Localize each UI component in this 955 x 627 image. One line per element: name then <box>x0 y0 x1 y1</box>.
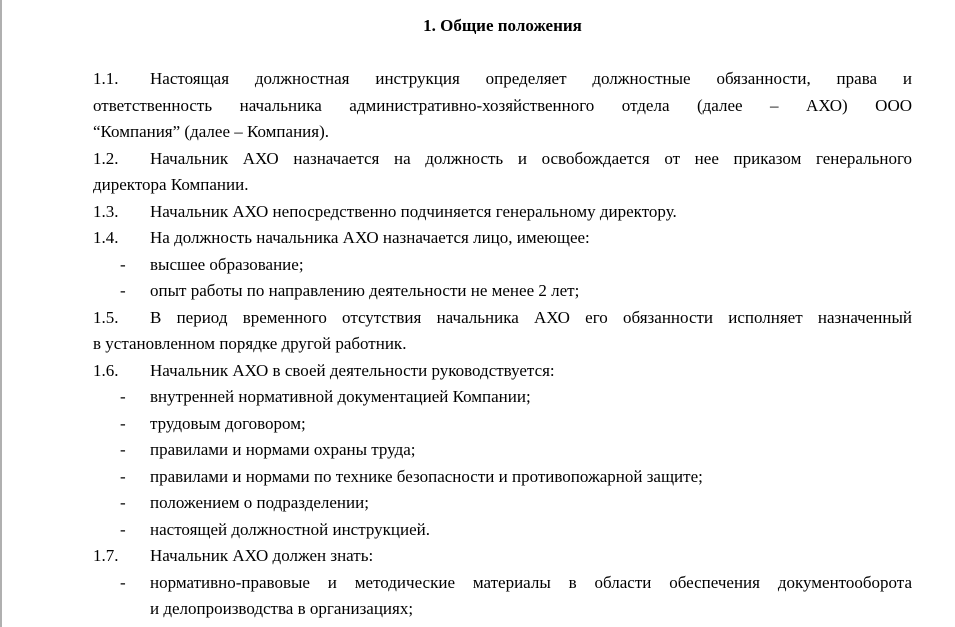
paragraph-1-1-line-2: ответственность начальника административно-хозяйственного отдела (далее – АХО) ООО <box>93 95 912 115</box>
paragraph-text: Начальник АХО должен знать: <box>150 546 374 565</box>
paragraph-number: 1.5. <box>93 307 119 327</box>
list-item-text: высшее образование; <box>150 254 304 274</box>
paragraph-text: Настоящая должностная инструкция определяет должностные обязанности, права и <box>150 69 912 88</box>
list-item <box>120 411 912 438</box>
paragraph-1-7-line-1 <box>93 543 912 570</box>
list-item-text: правилами и нормами охраны труда; <box>150 440 416 459</box>
dash-bullet: - <box>120 254 126 274</box>
paragraph-text: Начальник АХО в своей деятельности руководствуется: <box>150 360 555 380</box>
dash-bullet: - <box>120 572 126 592</box>
list-item <box>120 464 912 491</box>
dash-bullet: - <box>120 413 126 433</box>
list-item-text: опыт работы по направлению деятельности не менее 2 лет; <box>150 281 580 300</box>
paragraph-number: 1.6. <box>93 360 119 380</box>
paragraph-1-2-line-2: директора Компании. <box>93 175 249 194</box>
dash-bullet: - <box>120 493 126 512</box>
paragraph-1-4-line-1 <box>93 225 912 252</box>
paragraph-1-1-line-3: “Компания” (далее – Компания). <box>93 122 329 141</box>
paragraph-text: На должность начальника АХО назначается лицо, имеющее: <box>150 228 590 247</box>
paragraph-text: Начальник АХО непосредственно подчиняется генеральному директору. <box>150 201 677 221</box>
dash-bullet: - <box>120 519 126 539</box>
paragraph-1-5-line-1 <box>93 305 912 332</box>
paragraph-number: 1.4. <box>93 228 119 247</box>
list-item <box>120 278 912 305</box>
paragraph-text: Начальник АХО назначается на должность и освобождается от нее приказом генерального <box>150 148 912 168</box>
list-item <box>120 570 912 597</box>
paragraph-number: 1.3. <box>93 201 119 221</box>
section-title: 1. Общие положения <box>423 16 582 35</box>
list-item-text: правилами и нормами по технике безопасности и противопожарной защите; <box>150 466 703 486</box>
paragraph-text: В период временного отсутствия начальника АХО его обязанности исполняет назначенный <box>150 307 912 327</box>
dash-bullet: - <box>120 466 126 486</box>
list-item <box>120 490 912 517</box>
paragraph-1-6-line-1 <box>93 358 912 385</box>
list-item <box>120 437 912 464</box>
dash-bullet: - <box>120 281 126 300</box>
list-item-text: и делопроизводства в организациях; <box>150 599 414 618</box>
list-item-text: настоящей должностной инструкцией. <box>150 519 430 539</box>
paragraph-1-1-line-1 <box>93 66 912 93</box>
list-item-text: внутренней нормативной документацией Компании; <box>150 387 531 406</box>
list-item-continuation <box>120 596 912 623</box>
list-item <box>120 252 912 279</box>
list-item <box>120 517 912 544</box>
list-item-text: нормативно-правовые и методические материалы в области обеспечения документооборота <box>150 572 912 592</box>
dash-bullet: - <box>120 440 126 459</box>
paragraph-number: 1.1. <box>93 69 119 88</box>
paragraph-1-2-line-1 <box>93 146 912 173</box>
dash-bullet: - <box>120 387 126 406</box>
paragraph-1-5-line-2: в установленном порядке другой работник. <box>93 334 407 353</box>
list-item <box>120 384 912 411</box>
list-item-text: положением о подразделении; <box>150 493 369 512</box>
list-item-text: трудовым договором; <box>150 413 306 433</box>
paragraph-1-3-line-1 <box>93 199 912 226</box>
paragraph-number: 1.2. <box>93 148 119 168</box>
paragraph-number: 1.7. <box>93 546 119 565</box>
